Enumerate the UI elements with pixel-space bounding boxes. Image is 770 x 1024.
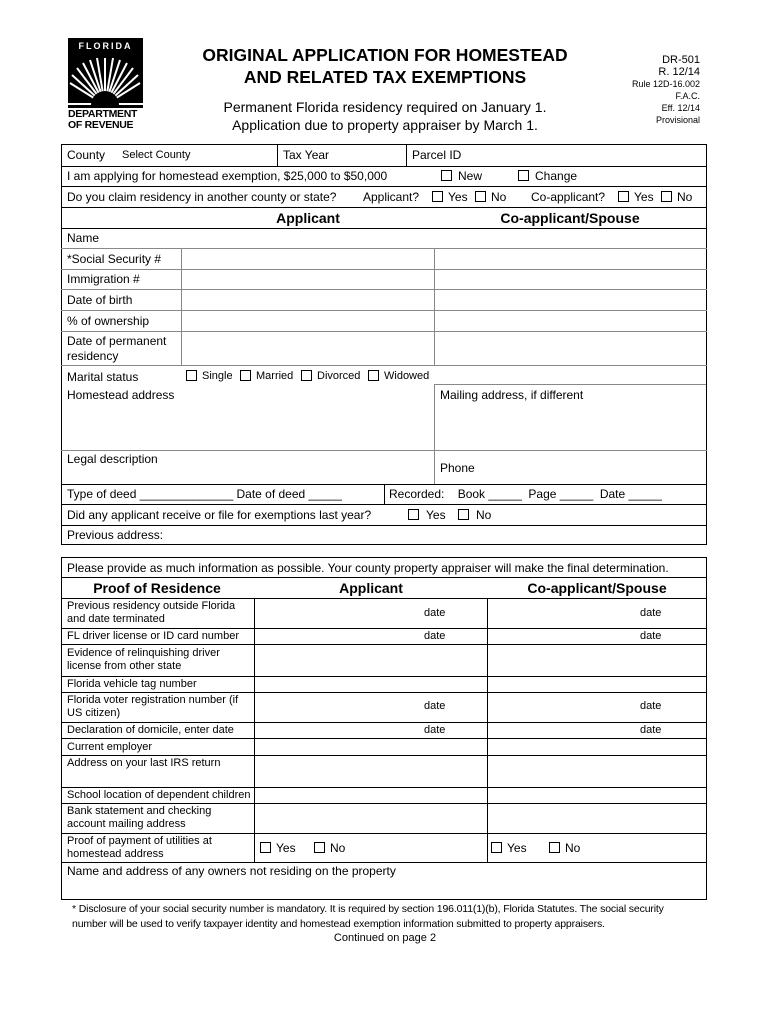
legal-description-label: Legal description — [67, 452, 158, 466]
subtitle-line1: Permanent Florida residency required on January 1. — [223, 99, 547, 115]
recorded-line: Recorded: Book _____ Page _____ Date _____ — [389, 487, 662, 501]
exemptions-no-checkbox[interactable] — [458, 509, 469, 520]
marital-widowed-checkbox[interactable] — [368, 370, 379, 381]
county-select[interactable]: Select County — [122, 149, 191, 161]
applicant-prev-residency-date[interactable]: date — [424, 607, 446, 619]
section2-coapplicant-header: Co-applicant/Spouse — [527, 580, 667, 596]
proof-row-voter-1: Florida voter registration number (if — [67, 694, 239, 706]
coapplicant-utilities-no-checkbox[interactable] — [549, 842, 560, 853]
subtitle-line2: Application due to property appraiser by March 1. — [232, 117, 538, 133]
mailing-address-field[interactable] — [435, 403, 705, 450]
applicant-ownership-field[interactable] — [182, 311, 434, 330]
residency-applicant-no-label: No — [491, 190, 507, 204]
perm-residency-label-2: residency — [67, 349, 119, 363]
proof-row-irs-address: Address on your last IRS return — [67, 757, 221, 769]
marital-married-label: Married — [256, 370, 294, 382]
residency-coapplicant-no-label: No — [677, 190, 693, 204]
parcel-id-field[interactable] — [470, 146, 705, 165]
marital-single-checkbox[interactable] — [186, 370, 197, 381]
coapplicant-column-header: Co-applicant/Spouse — [500, 210, 640, 226]
tax-year-label: Tax Year — [283, 148, 330, 162]
coapplicant-ownership-field[interactable] — [435, 311, 705, 330]
logo-dept-line1: DEPARTMENT — [68, 108, 138, 120]
exemptions-question: Did any applicant receive or file for exemptions last year? — [67, 508, 372, 522]
proof-column-header: Proof of Residence — [93, 580, 221, 596]
coapplicant-domicile-date[interactable]: date — [640, 724, 662, 736]
residency-coapplicant-yes-label: Yes — [634, 190, 654, 204]
coapplicant-ssn-field[interactable] — [435, 249, 705, 268]
proof-row-previous-residency-2: and date terminated — [67, 613, 165, 625]
residency-coapplicant-label: Co-applicant? — [531, 190, 606, 204]
dob-label: Date of birth — [67, 293, 133, 307]
proof-row-bank-1: Bank statement and checking — [67, 805, 212, 817]
applicant-dob-field[interactable] — [182, 290, 434, 309]
applicant-domicile-date[interactable]: date — [424, 724, 446, 736]
form-id-block — [600, 54, 700, 126]
marital-status-label: Marital status — [67, 370, 139, 384]
perm-residency-label-1: Date of permanent — [67, 334, 167, 348]
continued-on-page-2: Continued on page 2 — [333, 932, 437, 944]
legal-description-field[interactable] — [62, 467, 433, 484]
proof-row-previous-residency-1: Previous residency outside Florida — [67, 600, 236, 612]
proof-row-domicile: Declaration of domicile, enter date — [67, 724, 234, 736]
coapplicant-immigration-field[interactable] — [435, 270, 705, 289]
coapplicant-voter-date[interactable]: date — [640, 700, 662, 712]
exemptions-yes-label: Yes — [426, 508, 446, 522]
marital-single-label: Single — [202, 370, 233, 382]
applicant-utilities-no-checkbox[interactable] — [314, 842, 325, 853]
form-title-line1: ORIGINAL APPLICATION FOR HOMESTEAD — [202, 45, 568, 65]
coapplicant-utilities-yes-checkbox[interactable] — [491, 842, 502, 853]
name-label: Name — [67, 231, 100, 245]
immigration-label: Immigration # — [67, 272, 140, 286]
proof-row-relinquish-1: Evidence of relinquishing driver — [67, 647, 220, 659]
coapplicant-dob-field[interactable] — [435, 290, 705, 309]
form-number: DR-501 — [662, 54, 700, 66]
mailing-address-label: Mailing address, if different — [440, 388, 584, 402]
parcel-id-label: Parcel ID — [412, 148, 462, 162]
residency-applicant-label: Applicant? — [363, 190, 420, 204]
coapplicant-utilities-yes-label: Yes — [507, 841, 527, 855]
proof-row-voter-2: US citizen) — [67, 707, 121, 719]
proof-row-bank-2: account mailing address — [67, 818, 186, 830]
phone-field[interactable] — [480, 455, 705, 483]
dor-logo — [68, 38, 143, 133]
form-effective: Eff. 12/14 — [661, 103, 700, 113]
applicant-perm-residency-field[interactable] — [182, 332, 434, 365]
residency-question: Do you claim residency in another county or state? — [67, 190, 337, 204]
ssn-disclosure-note-line2: number will be used to verify taxpayer identity and homestead exemption information submitted to property appraisers. — [72, 918, 605, 930]
new-checkbox[interactable] — [441, 170, 452, 181]
proof-row-school: School location of dependent children — [67, 789, 251, 801]
form-title-line2: AND RELATED TAX EXEMPTIONS — [243, 67, 527, 87]
applicant-utilities-yes-label: Yes — [276, 841, 296, 855]
coapplicant-perm-residency-field[interactable] — [435, 332, 705, 365]
section2-applicant-header: Applicant — [339, 580, 403, 596]
form-rule: Rule 12D-16.002 — [631, 79, 700, 89]
form-provisional: Provisional — [655, 115, 700, 125]
sunburst-icon — [68, 53, 143, 105]
homestead-address-field[interactable] — [62, 403, 433, 450]
previous-address-field[interactable] — [175, 526, 705, 544]
deed-line: Type of deed ______________ Date of deed _____ — [67, 487, 342, 501]
owners-not-residing-field[interactable] — [62, 880, 706, 899]
marital-divorced-label: Divorced — [317, 370, 361, 382]
coapplicant-prev-residency-date[interactable]: date — [640, 607, 662, 619]
proof-row-vehicle-tag: Florida vehicle tag number — [67, 678, 197, 690]
applicant-immigration-field[interactable] — [182, 270, 434, 289]
exemptions-no-label: No — [476, 508, 492, 522]
section2-intro: Please provide as much information as possible. Your county property appraiser will make the final determination. — [67, 561, 669, 575]
marital-widowed-label: Widowed — [384, 370, 430, 382]
homestead-address-label: Homestead address — [67, 388, 175, 402]
applicant-voter-date[interactable]: date — [424, 700, 446, 712]
residency-applicant-yes-label: Yes — [448, 190, 468, 204]
ssn-disclosure-note-line1: * Disclosure of your social security number is mandatory. It is required by section 196.011(1)(b), Florida Statutes. The social security — [72, 903, 664, 915]
proof-row-employer: Current employer — [67, 741, 152, 753]
residency-coapplicant-no-checkbox[interactable] — [661, 191, 672, 202]
residency-applicant-yes-checkbox[interactable] — [432, 191, 443, 202]
coapplicant-utilities-no-label: No — [565, 841, 581, 855]
previous-address-label: Previous address: — [67, 528, 164, 542]
proof-row-utilities-1: Proof of payment of utilities at — [67, 835, 212, 847]
proof-row-driver-license: FL driver license or ID card number — [67, 630, 239, 642]
coapplicant-driver-license-date[interactable]: date — [640, 630, 662, 642]
applicant-column-header: Applicant — [276, 210, 340, 226]
marital-divorced-checkbox[interactable] — [301, 370, 312, 381]
marital-married-checkbox[interactable] — [240, 370, 251, 381]
residency-coapplicant-yes-checkbox[interactable] — [618, 191, 629, 202]
applicant-utilities-no-label: No — [330, 841, 346, 855]
applicant-utilities-yes-checkbox[interactable] — [260, 842, 271, 853]
form-fac: F.A.C. — [675, 91, 700, 101]
proof-row-relinquish-2: license from other state — [67, 660, 182, 672]
logo-dept-line2: OF REVENUE — [68, 119, 134, 131]
new-label: New — [458, 169, 483, 183]
form-revision: R. 12/14 — [658, 66, 700, 78]
logo-state: FLORIDA — [78, 41, 133, 51]
exemptions-yes-checkbox[interactable] — [408, 509, 419, 520]
residency-applicant-no-checkbox[interactable] — [475, 191, 486, 202]
applicant-name-field[interactable] — [182, 229, 434, 248]
applicant-driver-license-date[interactable]: date — [424, 630, 446, 642]
applying-text: I am applying for homestead exemption, $25,000 to $50,000 — [67, 169, 388, 183]
ssn-label: *Social Security # — [67, 252, 162, 266]
tax-year-field[interactable] — [340, 146, 404, 165]
phone-label: Phone — [440, 461, 475, 475]
change-label: Change — [535, 169, 578, 183]
applicant-ssn-field[interactable] — [182, 249, 434, 268]
county-label: County — [67, 148, 106, 162]
change-checkbox[interactable] — [518, 170, 529, 181]
proof-row-utilities-2: homestead address — [67, 848, 164, 860]
ownership-label: % of ownership — [67, 314, 150, 328]
coapplicant-name-field[interactable] — [435, 229, 705, 248]
owners-not-residing-label: Name and address of any owners not residing on the property — [67, 864, 396, 878]
